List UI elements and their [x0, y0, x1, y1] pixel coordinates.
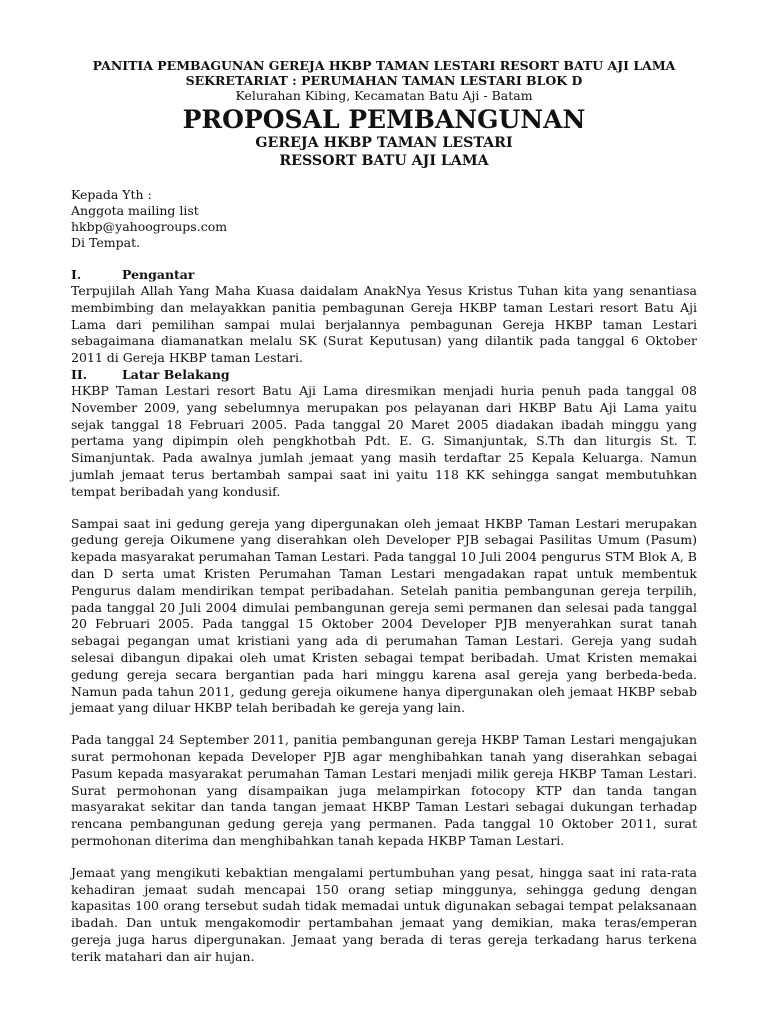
- section-title: Latar Belakang: [122, 366, 230, 382]
- document-title: PROPOSAL PEMBANGUNAN: [182, 105, 586, 134]
- section-title: Pengantar: [122, 267, 195, 282]
- recipient-place: Di Tempat.: [71, 235, 141, 250]
- paragraph-pengantar: Terpujilah Allah Yang Maha Kuasa daidalam AnakNya Yesus Kristus Tuhan kita yang senantiasa membimbing dan melayakkan panitia pembagunan Gereja HKBP taman Lestari resort Batu Aji Lama dari pemilihan sampai mulai berjalannya pembagunan Gereja HKBP taman Lestari sebagaimana diamanatkan melalu SK (Surat Keputusan) yang dilantik pada tanggal 6 Oktober 2011 di Gereja HKBP taman Lestari.: [71, 283, 697, 366]
- recipient-name: Anggota mailing list: [71, 203, 199, 218]
- secretariat-line: SEKRETARIAT : PERUMAHAN TAMAN LESTARI BLOK D: [185, 73, 583, 88]
- paragraph-latar-4: Jemaat yang mengikuti kebaktian mengalami pertumbuhan yang pesat, hingga saat ini rata-rata kehadiran jemaat sudah mencapai 150 orang setiap minggunya, sehingga gedung dengan kapasitas 100 orang tersebut sudah tidak memadai untuk digunakan sebagai tempat pelaksanaan ibadah. Dan untuk mengakomodir pertambahan jemaat yang demikian, maka teras/emperan gereja juga harus dipergunakan. Jemaat yang berada di teras gereja terkadang harus terkena terik matahari dan air hujan.: [71, 864, 697, 964]
- resort-name: RESSORT BATU AJI LAMA: [279, 153, 489, 169]
- section-heading-latar-belakang: [71, 367, 697, 383]
- location-line: Kelurahan Kibing, Kecamatan Batu Aji - Batam: [235, 88, 533, 103]
- recipient-block: [71, 187, 697, 251]
- recipient-email: hkbp@yahoogroups.com: [71, 219, 228, 234]
- section-number: I.: [71, 267, 82, 282]
- section-number: II.: [71, 366, 88, 382]
- recipient-salutation: Kepada Yth :: [71, 187, 152, 202]
- letterhead: [71, 58, 697, 170]
- paragraph-latar-3: Pada tanggal 24 September 2011, panitia pembangunan gereja HKBP Taman Lestari mengajukan surat permohonan kepada Developer PJB agar menghibahkan tanah yang diserahkan sebagai Pasum kepada masyarakat perumahan Taman Lestari menjadi milik gereja HKBP Taman Lestari. Surat permohonan yang disampaikan juga melampirkan fotocopy KTP dan tanda tangan masyarakat sekitar dan tanda tangan jemaat HKBP Taman Lestari sebagai dukungan terhadap rencana pembangunan gedung gereja yang permanen. Pada tanggal 10 Oktober 2011, surat permohonan diterima dan menghibahkan tanah kepada HKBP Taman Lestari.: [71, 732, 697, 848]
- paragraph-latar-2: Sampai saat ini gedung gereja yang dipergunakan oleh jemaat HKBP Taman Lestari merupakan gedung gereja Oikumene yang diserahkan oleh Developer PJB sebagai Pasilitas Umum (Pasum) kepada masyarakat perumahan Taman Lestari. Pada tanggal 10 Juli 2004 pengurus STM Blok A, B dan D serta umat Kristen Perumahan Taman Lestari mengadakan rapat untuk membentuk Pengurus dalam mendirikan tempat peribadahan. Setelah panitia pembangunan gereja terpilih, pada tanggal 20 Juli 2004 dimulai pembangunan gereja semi permanen dan selesai pada tanggal 20 Februari 2005. Pada tanggal 15 Oktober 2004 Developer PJB menyerahkan surat tanah sebagai pegangan umat kristiani yang ada di perumahan Taman Lestari. Gereja yang sudah selesai dibangun dipakai oleh umat Kristen sebagai tempat beribadah. Umat Kristen memakai gedung gereja secara bergantian pada hari minggu karena asal gereja yang berbeda-beda. Namun pada tahun 2011, gedung gereja oikumene hanya dipergunakan oleh jemaat HKBP sebab jemaat yang diluar HKBP telah beribadah ke gereja yang lain.: [71, 515, 697, 716]
- committee-name: PANITIA PEMBAGUNAN GEREJA HKBP TAMAN LESTARI RESORT BATU AJI LAMA: [92, 58, 676, 73]
- church-name: GEREJA HKBP TAMAN LESTARI: [255, 135, 513, 151]
- section-heading-pengantar: [71, 267, 697, 283]
- paragraph-latar-1: HKBP Taman Lestari resort Batu Aji Lama diresmikan menjadi huria penuh pada tanggal 08 November 2009, yang sebelumnya merupakan pos pelayanan dari HKBP Batu Aji Lama yaitu sejak tanggal 18 Februari 2005. Pada tanggal 20 Maret 2005 diadakan ibadah minggu yang pertama yang dipimpin oleh pengkhotbah Pdt. E. G. Simanjuntak, S.Th dan liturgis St. T. Simanjuntak. Pada awalnya jumlah jemaat yang masih terdaftar 25 Kepala Keluarga. Namun jumlah jemaat terus bertambah sampai saat ini yaitu 118 KK sehingga sangat membutuhkan tempat beribadah yang kondusif.: [71, 382, 697, 499]
